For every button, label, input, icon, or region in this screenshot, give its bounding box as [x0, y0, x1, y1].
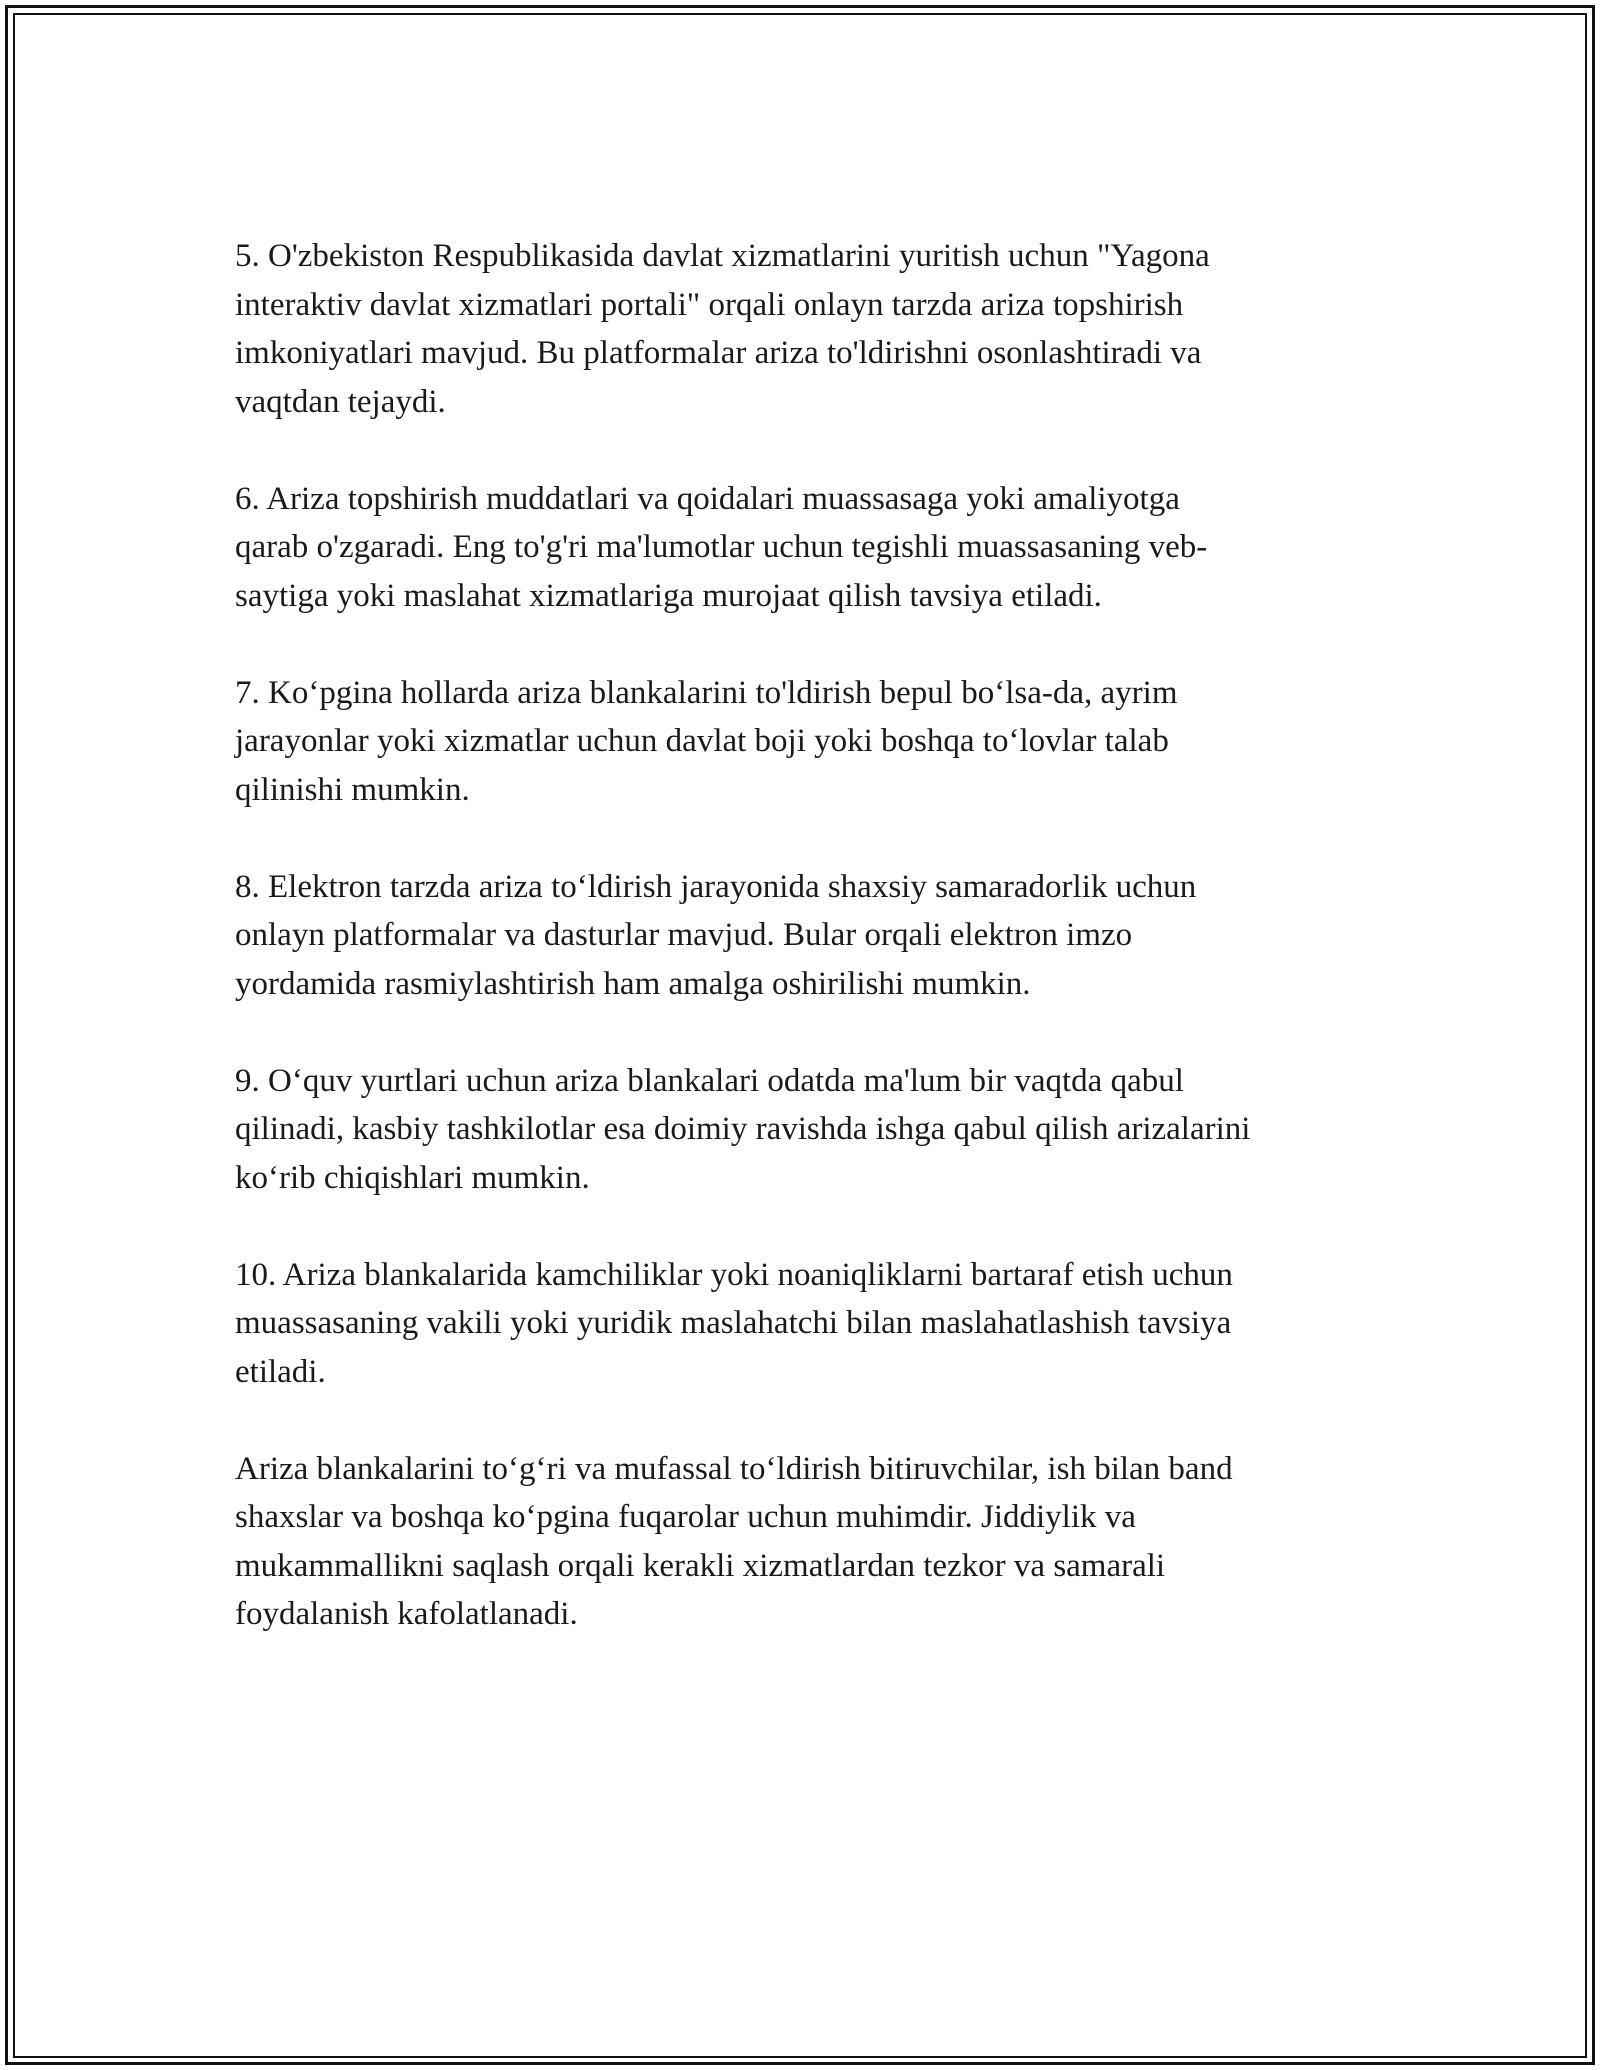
text-line: imkoniyatlari mavjud. Bu platformalar ariza to'ldirishni osonlashtiradi va	[235, 335, 1202, 371]
text-line: jarayonlar yoki xizmatlar uchun davlat boji yoki boshqa to‘lovlar talab	[235, 723, 1169, 759]
paragraph-item-5	[235, 232, 1375, 426]
paragraph-item-10	[235, 1251, 1375, 1397]
paragraph-conclusion	[235, 1445, 1375, 1639]
text-line: Ariza blankalarini to‘g‘ri va mufassal to‘ldirish bitiruvchilar, ish bilan band	[235, 1450, 1233, 1487]
text-line: 5. O'zbekiston Respublikasida davlat xizmatlarini yuritish uchun "Yagona	[235, 238, 1210, 274]
paragraph-item-8	[235, 863, 1375, 1009]
text-line: etiladi.	[235, 1353, 326, 1390]
paragraph-item-7	[235, 669, 1375, 815]
text-line: 6. Ariza topshirish muddatlari va qoidalari muassasaga yoki amaliyotga	[235, 480, 1180, 517]
text-line: qilinishi mumkin.	[235, 771, 470, 808]
text-line: saytiga yoki maslahat xizmatlariga murojaat qilish tavsiya etiladi.	[235, 577, 1102, 614]
text-line: qarab o'zgaradi. Eng to'g'ri ma'lumotlar uchun tegishli muassasaning veb-	[235, 529, 1208, 565]
text-line: interaktiv davlat xizmatlari portali" orqali onlayn tarzda ariza topshirish	[235, 286, 1184, 323]
text-line: mukammallikni saqlash orqali kerakli xizmatlardan tezkor va samarali	[235, 1547, 1166, 1584]
text-line: 9. O‘quv yurtlari uchun ariza blankalari odatda ma'lum bir vaqtda qabul	[235, 1062, 1184, 1099]
text-line: shaxslar va boshqa ko‘pgina fuqarolar uchun muhimdir. Jiddiylik va	[235, 1499, 1136, 1535]
text-line: yordamida rasmiylashtirish ham amalga oshirilishi mumkin.	[235, 965, 1031, 1002]
paragraph-item-9	[235, 1057, 1375, 1203]
paragraph-item-6	[235, 475, 1375, 621]
text-line: 7. Ko‘pgina hollarda ariza blankalarini to'ldirish bepul bo‘lsa-da, ayrim	[235, 674, 1178, 711]
text-line: foydalanish kafolatlanadi.	[235, 1596, 578, 1632]
text-line: 10. Ariza blankalarida kamchiliklar yoki noaniqliklarni bartaraf etish uchun	[235, 1256, 1233, 1293]
text-line: qilinadi, kasbiy tashkilotlar esa doimiy ravishda ishga qabul qilish arizalarini	[235, 1111, 1251, 1147]
text-line: onlayn platformalar va dasturlar mavjud. Bular orqali elektron imzo	[235, 917, 1133, 953]
text-line: muassasaning vakili yoki yuridik maslahatchi bilan maslahatlashish tavsiya	[235, 1305, 1232, 1341]
text-line: vaqtdan tejaydi.	[235, 383, 446, 420]
text-line: ko‘rib chiqishlari mumkin.	[235, 1159, 590, 1196]
document-body	[235, 232, 1375, 1687]
text-line: 8. Elektron tarzda ariza to‘ldirish jarayonida shaxsiy samaradorlik uchun	[235, 868, 1197, 905]
